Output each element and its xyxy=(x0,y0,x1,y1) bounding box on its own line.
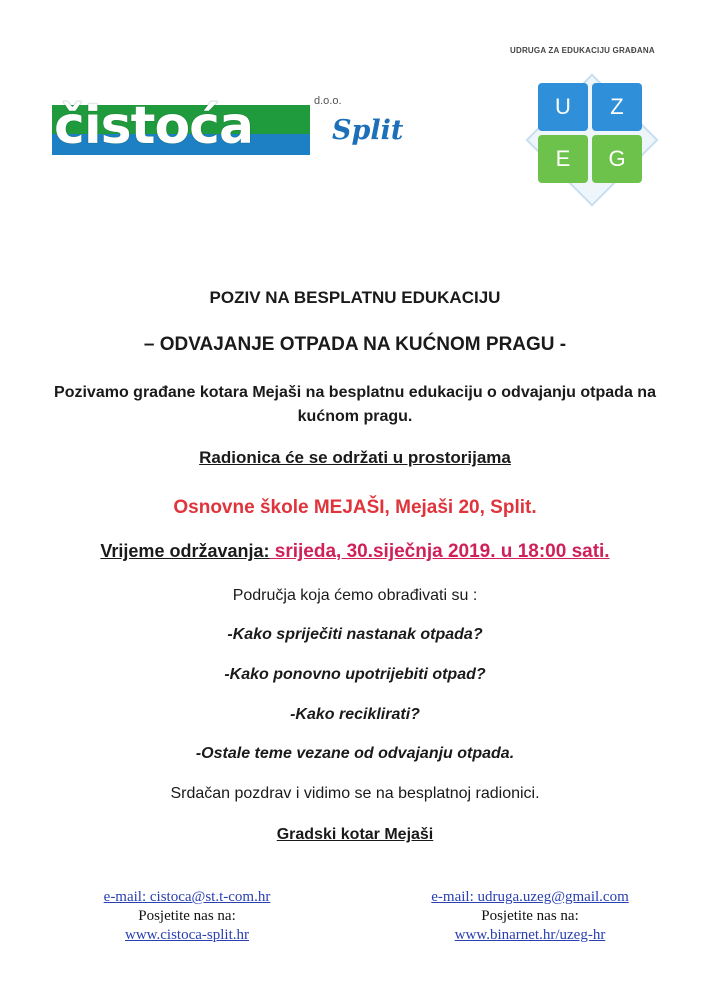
cistoca-logo-mark xyxy=(52,97,310,155)
intro-text: Pozivamo građane kotara Mejaši na besplatnu edukaciju o odvajanju otpada na kućnom pragu. xyxy=(54,384,656,425)
contact-uzeg xyxy=(395,888,665,945)
cistoca-email-link[interactable]: e-mail: cistoca@st.t-com.hr xyxy=(103,889,271,905)
signature-text: Gradski kotar Mejaši xyxy=(276,826,434,843)
contact-cistoca xyxy=(52,888,322,945)
cistoca-visit-text: Posjetite nas na: xyxy=(138,908,236,924)
page-title: POZIV NA BESPLATNU EDUKACIJU xyxy=(209,288,501,307)
cistoca-logo xyxy=(52,97,412,159)
uzeg-tile-z: Z xyxy=(592,83,642,131)
time-value: srijeda, 30.siječnja 2019. u 18:00 sati. xyxy=(269,541,610,562)
uzeg-tile-u: U xyxy=(538,83,588,131)
time-label: Vrijeme održavanja: xyxy=(100,541,270,561)
cistoca-logo-word: čistoća xyxy=(54,96,254,156)
topic-item: -Kako ponovno upotrijebiti otpad? xyxy=(224,666,486,683)
topic-item: -Ostale teme vezane od odvajanju otpada. xyxy=(195,745,515,762)
uzeg-logo xyxy=(520,68,660,208)
topic-item: -Kako reciklirati? xyxy=(290,706,420,723)
uzeg-tile-g: G xyxy=(592,135,642,183)
location-text: Osnovne škole MEJAŠI, Mejaši 20, Split. xyxy=(173,497,537,518)
uzeg-website-link[interactable]: www.binarnet.hr/uzeg-hr xyxy=(454,927,606,943)
time-line xyxy=(0,541,710,563)
uzeg-email-link[interactable]: e-mail: udruga.uzeg@gmail.com xyxy=(431,889,629,905)
topics-intro: Područja koja ćemo obrađivati su : xyxy=(232,587,478,604)
cistoca-website-link[interactable]: www.cistoca-split.hr xyxy=(125,927,249,943)
uzeg-caption: UDRUGA ZA EDUKACIJU GRAĐANA xyxy=(510,46,655,55)
cistoca-logo-city: Split xyxy=(332,115,404,146)
topic-item: -Kako spriječiti nastanak otpada? xyxy=(227,626,483,643)
cistoca-logo-suffix: d.o.o. xyxy=(314,95,342,107)
uzeg-tile-e: E xyxy=(538,135,588,183)
workshop-line: Radionica će se održati u prostorijama xyxy=(199,448,511,467)
uzeg-visit-text: Posjetite nas na: xyxy=(481,908,579,924)
page-subtitle: – ODVAJANJE OTPADA NA KUĆNOM PRAGU - xyxy=(143,334,567,355)
greeting-text: Srdačan pozdrav i vidimo se na besplatnoj radionici. xyxy=(170,785,540,802)
